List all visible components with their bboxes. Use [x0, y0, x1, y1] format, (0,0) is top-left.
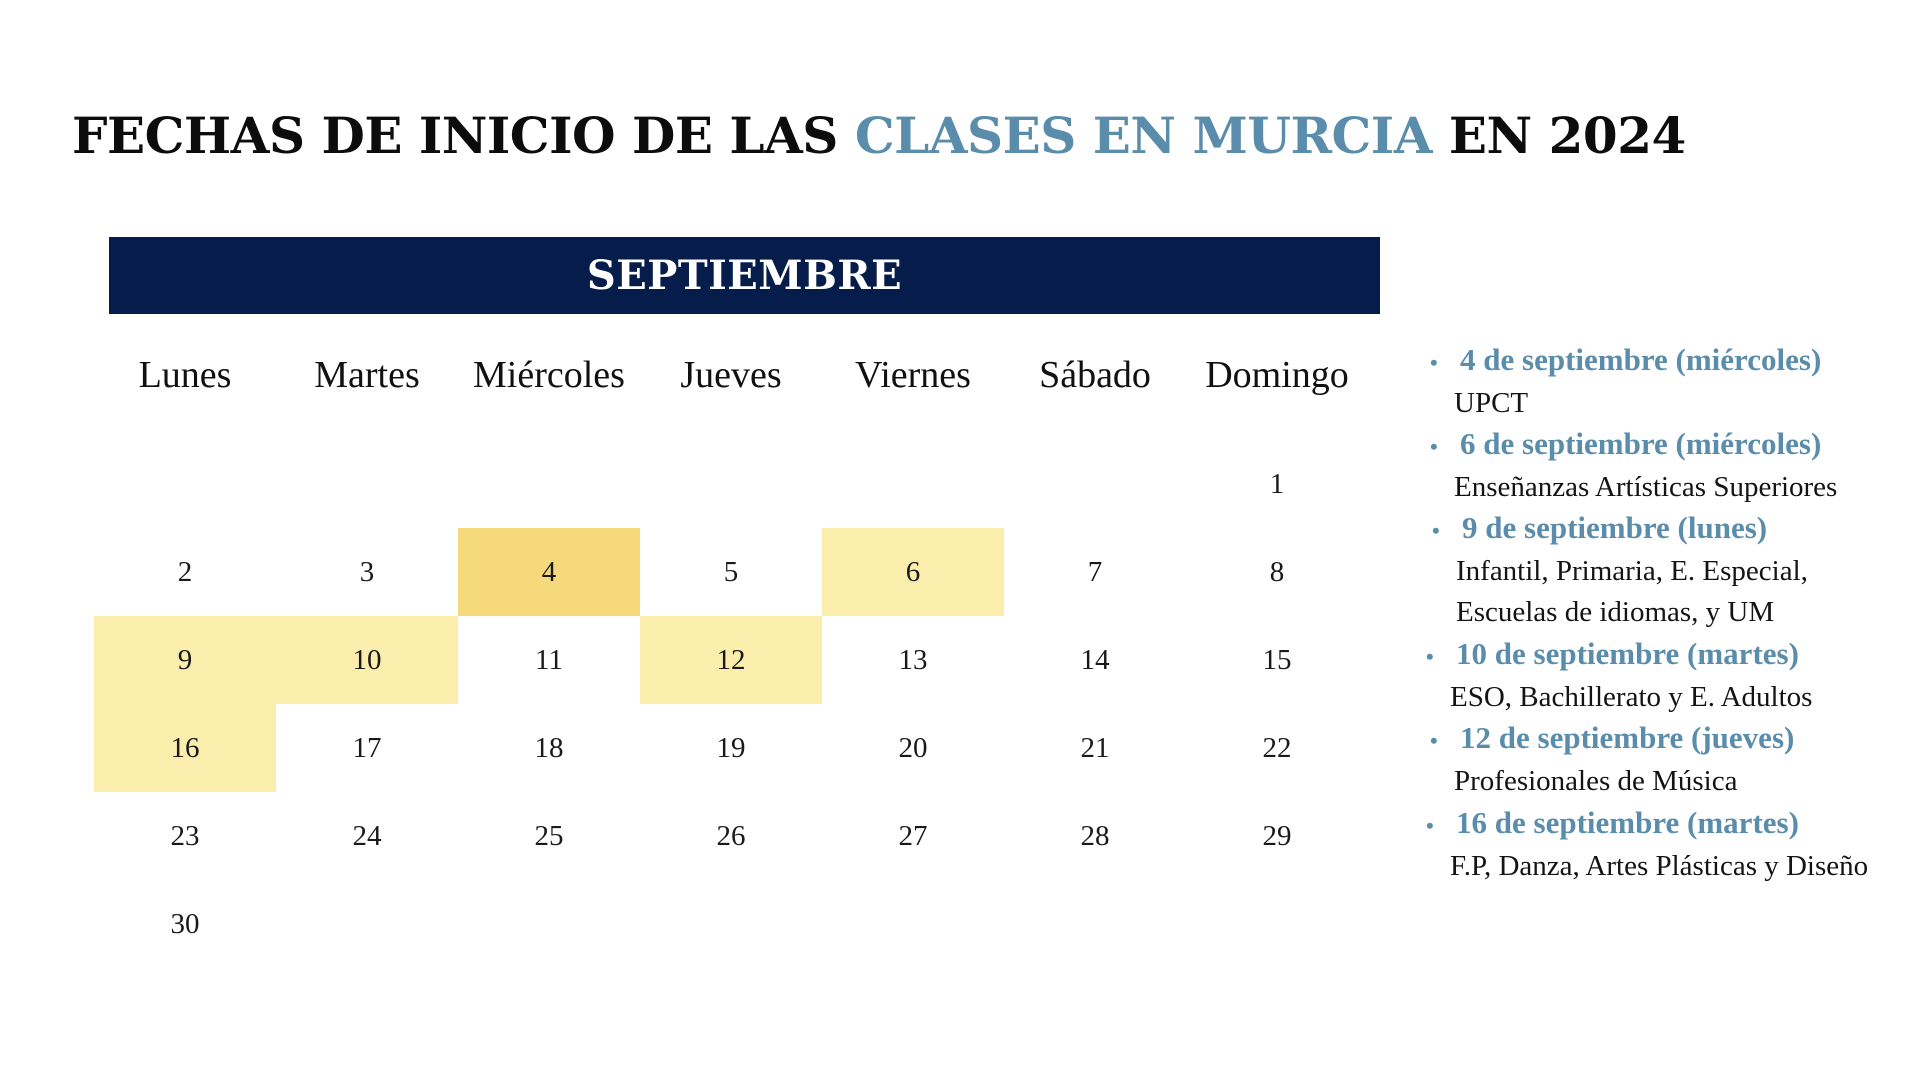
legend-description: UPCT	[1454, 387, 1529, 419]
calendar-day-15: 15	[1262, 643, 1292, 676]
calendar-day-25: 25	[534, 819, 564, 852]
calendar-day-5: 5	[723, 555, 739, 588]
calendar-day-24: 24	[352, 819, 382, 852]
calendar-day-6: 6	[822, 528, 1004, 616]
calendar-day-4: 4	[458, 528, 640, 616]
legend-date-heading	[1430, 718, 1794, 761]
legend-date: 4 de septiembre (miércoles)	[1460, 342, 1822, 377]
legend-entry	[1418, 718, 1794, 802]
legend-description: Profesionales de Música	[1454, 765, 1738, 797]
calendar-day-16: 16	[94, 704, 276, 792]
calendar-day-27: 27	[898, 819, 928, 852]
weekday-friday: Viernes	[855, 354, 971, 396]
legend-description: Escuelas de idiomas, y UM	[1456, 596, 1775, 628]
calendar-day-26: 26	[716, 819, 746, 852]
calendar-day-7: 7	[1087, 555, 1103, 588]
bullet-icon: •	[1430, 728, 1438, 753]
calendar-day-29: 29	[1262, 819, 1292, 852]
title-part-2: EN 2024	[1432, 106, 1686, 165]
legend-description: F.P, Danza, Artes Plásticas y Diseño	[1450, 850, 1869, 882]
title-highlight: CLASES EN MURCIA	[854, 106, 1432, 165]
month-header	[109, 237, 1380, 314]
weekday-tuesday: Martes	[314, 354, 420, 396]
calendar-day-9: 9	[94, 616, 276, 704]
month-label: SEPTIEMBRE	[586, 252, 903, 299]
weekday-wednesday: Miércoles	[473, 354, 625, 396]
legend-date: 9 de septiembre (lunes)	[1462, 510, 1768, 545]
legend-date-heading	[1432, 508, 1808, 551]
calendar-day-23: 23	[170, 819, 200, 852]
bullet-icon: •	[1430, 350, 1438, 375]
legend-date: 10 de septiembre (martes)	[1456, 636, 1799, 671]
legend-description: Infantil, Primaria, E. Especial,	[1456, 555, 1808, 587]
calendar-grid	[94, 440, 1368, 968]
calendar-day-22: 22	[1262, 731, 1292, 764]
calendar-day-8: 8	[1269, 555, 1285, 588]
bullet-icon: •	[1430, 434, 1438, 459]
calendar-day-13: 13	[898, 643, 928, 676]
legend-entry	[1418, 803, 1868, 887]
weekday-sunday: Domingo	[1205, 354, 1349, 396]
legend-entry	[1418, 508, 1808, 633]
legend-description: Enseñanzas Artísticas Superiores	[1454, 471, 1838, 503]
legend-entry	[1418, 634, 1812, 718]
calendar-day-14: 14	[1080, 643, 1110, 676]
weekday-saturday: Sábado	[1039, 354, 1151, 396]
legend-date: 16 de septiembre (martes)	[1456, 805, 1799, 840]
bullet-icon: •	[1432, 518, 1440, 543]
calendar-day-19: 19	[716, 731, 746, 764]
legend-date-heading	[1426, 634, 1812, 677]
legend-date-heading	[1430, 424, 1837, 467]
bullet-icon: •	[1426, 813, 1434, 838]
calendar-day-12: 12	[640, 616, 822, 704]
calendar-day-2: 2	[177, 555, 193, 588]
calendar-day-28: 28	[1080, 819, 1110, 852]
title-part-1: FECHAS DE INICIO DE LAS	[72, 106, 855, 165]
calendar-day-30: 30	[170, 907, 200, 940]
legend-description: ESO, Bachillerato y E. Adultos	[1450, 681, 1813, 713]
legend-entry	[1418, 340, 1821, 424]
calendar-day-17: 17	[352, 731, 382, 764]
calendar-day-3: 3	[359, 555, 375, 588]
weekday-monday: Lunes	[138, 354, 232, 396]
calendar-day-21: 21	[1080, 731, 1110, 764]
calendar-day-1: 1	[1269, 467, 1285, 500]
weekday-header-row	[94, 345, 1368, 405]
calendar-day-20: 20	[898, 731, 928, 764]
legend-date: 12 de septiembre (jueves)	[1460, 720, 1795, 755]
legend-date-heading	[1426, 803, 1868, 846]
page-title	[72, 96, 1686, 176]
legend-date: 6 de septiembre (miércoles)	[1460, 426, 1822, 461]
legend-entry	[1418, 424, 1837, 508]
legend-date-heading	[1430, 340, 1821, 383]
calendar-day-18: 18	[534, 731, 564, 764]
bullet-icon: •	[1426, 644, 1434, 669]
calendar-day-11: 11	[535, 643, 563, 676]
weekday-thursday: Jueves	[680, 354, 782, 396]
calendar-day-10: 10	[276, 616, 458, 704]
